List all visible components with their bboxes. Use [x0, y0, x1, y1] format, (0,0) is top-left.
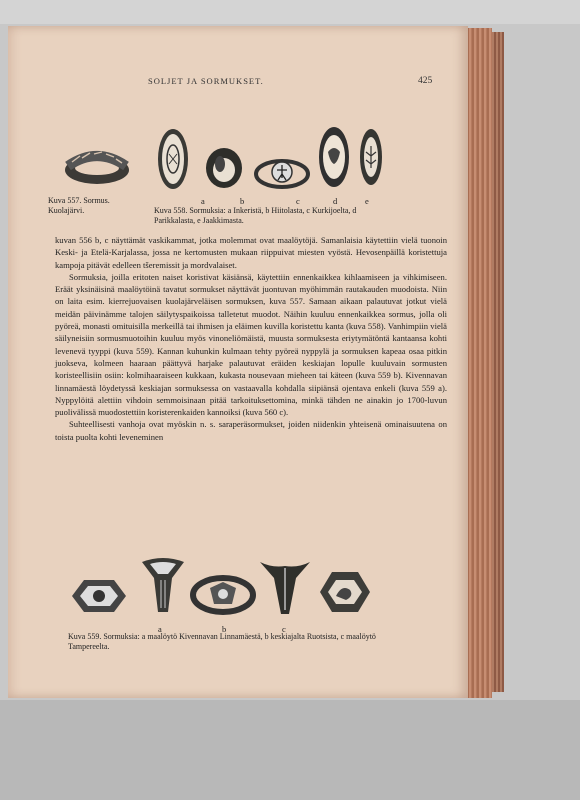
scan-background-bottom — [0, 700, 580, 800]
header-title: SOLJET JA SORMUKSET. — [148, 76, 264, 86]
ring-558d-illustration — [316, 124, 352, 190]
book-page — [8, 26, 468, 698]
paragraph: Suhteellisesti vanhoja ovat myöskin n. s. saraperäsormukset, joiden niidenkin yhteisenä ominaisuutena on toista puolta kohti leveneminen — [55, 419, 447, 442]
ring-558c-illustration — [253, 154, 311, 194]
fig557-caption: Kuva 557. Sormus. Kuolajärvi. — [48, 196, 110, 215]
page-number: 425 — [418, 76, 433, 86]
paragraph: Sormuksia, joilla eritoten naiset koristivat käsiänsä, käytettiin ennenkaikkea kihlaamiseen ja vihkimiseen. Eräät yksinäisinä maalöytöinä tavatut sormukset näyttävät juontuvan myöhimmän rautakauden muodoista. Niin on laita esim. kierrejuovaisen kuolajärveläisen sormuksen, kuva 557. Samaan aikaan palautuvat jotkut vielä meidän päivinämme talojen säilytyspaikoissa talletetut muodot. Näihin kuuluu ennenkaikkea sormus, jolla oli pyöreä, monasti omituisilla merkeillä tai ihmisen ja eläimen kuvilla koristettu kanta (kuva 558). Vanhimpiin vielä säilyneisiin sormusmuotoihin kuuluu myös vinoneliömäistä, muusta sormuksesta eriytymätöntä kantaansa kohti levenevä tyyppi (kuva 559). Kannan kuhunkin kulmaan tehty pyöreä nyppylä ja sormuksen kapeaa osaa pitkin juokseva, kolmeen haaraan päättyvä harjake palautuvat eräiden keskiajan lopulle kuuluvain sormusten koristeellisiin osiin: kolmihaaraiseen kukkaan, kukasta nousevaan mieheen tai käteen (kuva 559 b). Kivennavan linnamäestä löydetyssä keskiajan sormuksessa on vastaavalla kohdalla siipiänsä ojentava enkeli (kuva 559 a). Nyppylöitä alettiin vihdoin semmoisinaan pitää tarkoituksettomina, minkä tähden ne ainakin jo 1700-luvun puolivälissä muodostettiin koristerenkaiden kannoiksi (kuva 560 c). — [55, 271, 447, 418]
ring-558e-illustration — [358, 126, 384, 188]
fig558-letter-e: e — [365, 196, 369, 206]
ring-559c-illustration — [258, 556, 312, 618]
fig559-letter-a: a — [158, 624, 162, 634]
ring-557-illustration — [58, 122, 136, 194]
ring-558a-illustration — [155, 124, 191, 194]
page-stack-edge-outer — [490, 32, 504, 692]
fig558-letter-a: a — [201, 196, 205, 206]
fig559-letter-c: c — [282, 624, 286, 634]
paragraph: kuvan 556 b, c näyttämät vaskikammat, jotka molemmat ovat maalöytöjä. Samanlaisia käytettiin vielä tuonoin Keski- ja Etelä-Karjalassa, jossa ne kertomusten mukaan riippuivat miesten vyöstä. Hevosenpäillä koristettuja kampoja pitävät edelleen tšeremissit ja mordvalaiset. — [55, 235, 447, 270]
body-text — [55, 234, 447, 443]
ring-559b-illustration — [190, 570, 256, 620]
ring-558b-illustration — [203, 140, 245, 192]
scan-background-top — [0, 0, 580, 24]
fig558-letter-b: b — [240, 196, 245, 206]
ring-559-right-illustration — [316, 566, 374, 618]
ring-559a-illustration — [138, 556, 188, 618]
fig558-caption: Kuva 558. Sormuksia: a Inkeristä, b Hiitolasta, c Kurkijoelta, d Parikkalasta, e Jaakkimasta. — [154, 206, 357, 225]
ring-559-left-illustration — [68, 574, 130, 618]
fig558-letter-c: c — [296, 196, 300, 206]
fig558-letter-d: d — [333, 196, 338, 206]
fig559-caption: Kuva 559. Sormuksia: a maalöytö Kivennavan Linnamäestä, b keskiajalta Ruotsista, c maalöytö Tampereelta. — [68, 632, 376, 651]
fig559-letter-b: b — [222, 624, 227, 634]
